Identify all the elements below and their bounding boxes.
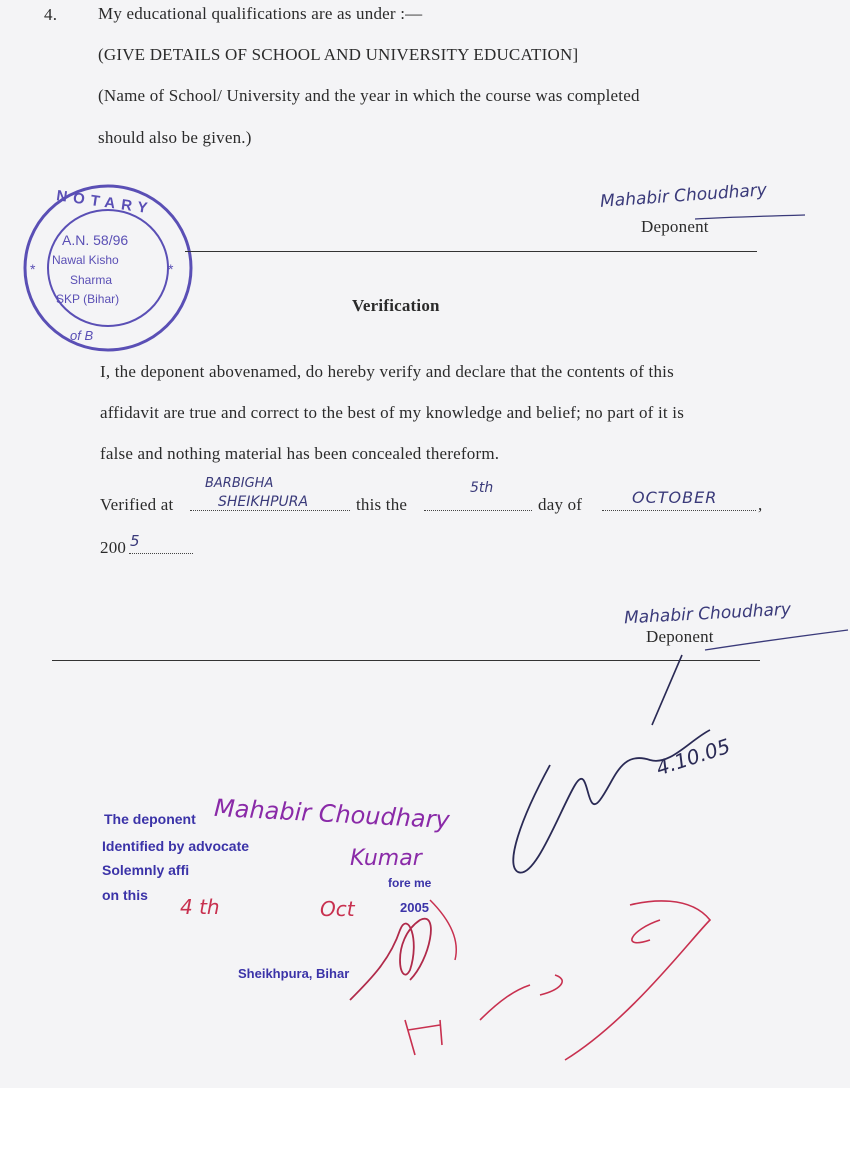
month-handwritten: OCTOBER: [632, 488, 718, 507]
stamp-line-date: on this: [102, 887, 148, 903]
instruction-line: (GIVE DETAILS OF SCHOOL AND UNIVERSITY EDUCATION]: [98, 45, 579, 64]
this-the-label: this the: [356, 495, 408, 514]
svg-text:*: *: [30, 261, 36, 277]
year-handwritten: 5: [130, 532, 140, 550]
stamp-line-solemnly: Solemnly affi: [102, 862, 190, 878]
place-handwritten-top: BARBIGHA: [205, 476, 274, 491]
magistrate-signature-strokes: [330, 880, 730, 1080]
stamp-line-identified: Identified by advocate: [102, 838, 250, 854]
verification-text: I, the deponent abovenamed, do hereby verify and declare that the contents of this: [100, 362, 674, 381]
instruction-line: should also be given.): [98, 128, 252, 147]
day-blank: [424, 510, 532, 511]
advocate-signature-strokes: [500, 650, 780, 890]
deponent-signature: Mahabir Choudhary: [599, 180, 768, 212]
verified-at-label: Verified at: [100, 495, 174, 514]
notary-seal: [22, 180, 197, 355]
qualifications-heading: My educational qualifications are as under :—: [98, 4, 423, 23]
day-of-label: day of: [538, 495, 583, 514]
place-handwritten: SHEIKHPURA: [218, 494, 309, 510]
comma: ,: [758, 495, 763, 514]
deponent-label: Deponent: [646, 627, 714, 646]
place-blank: [190, 510, 350, 511]
stamp-identifier: Kumar: [350, 846, 422, 871]
stamp-date-day: 4 th: [180, 895, 220, 919]
stamp-deponent-name: Mahabir Choudhary: [213, 793, 451, 835]
seal-title: NOTARY: [55, 187, 155, 218]
seal-registration: A.N. 58/96: [62, 232, 129, 248]
stamp-date-month: Oct: [320, 897, 355, 921]
seal-bottom: of B: [70, 328, 94, 343]
divider-line: [185, 251, 757, 252]
verification-text: false and nothing material has been concealed thereform.: [100, 444, 500, 463]
seal-place: SKP (Bihar): [56, 292, 120, 306]
day-handwritten: 5th: [470, 480, 494, 496]
deponent-label: Deponent: [641, 217, 709, 236]
verification-text: affidavit are true and correct to the best of my knowledge and belief; no part of it is: [100, 403, 685, 422]
stamp-line-solemnly-end: fore me: [388, 876, 432, 890]
stamp-date-year: 2005: [400, 900, 429, 915]
seal-name: Sharma: [70, 273, 113, 287]
deponent-signature: Mahabir Choudhary: [623, 599, 792, 629]
verification-title: Verification: [352, 296, 440, 315]
seal-name: Nawal Kisho: [52, 253, 119, 267]
month-blank: [602, 510, 756, 511]
instruction-line: (Name of School/ University and the year in which the course was completed: [98, 86, 640, 105]
svg-text:*: *: [168, 261, 174, 277]
year-blank: [129, 553, 193, 554]
year-prefix: 200: [100, 538, 127, 557]
stamp-line-deponent: The deponent: [104, 811, 196, 827]
stamp-line-place: Sheikhpura, Bihar: [238, 966, 350, 981]
item-number: 4.: [44, 5, 58, 24]
advocate-date: 4.10.05: [653, 733, 734, 781]
